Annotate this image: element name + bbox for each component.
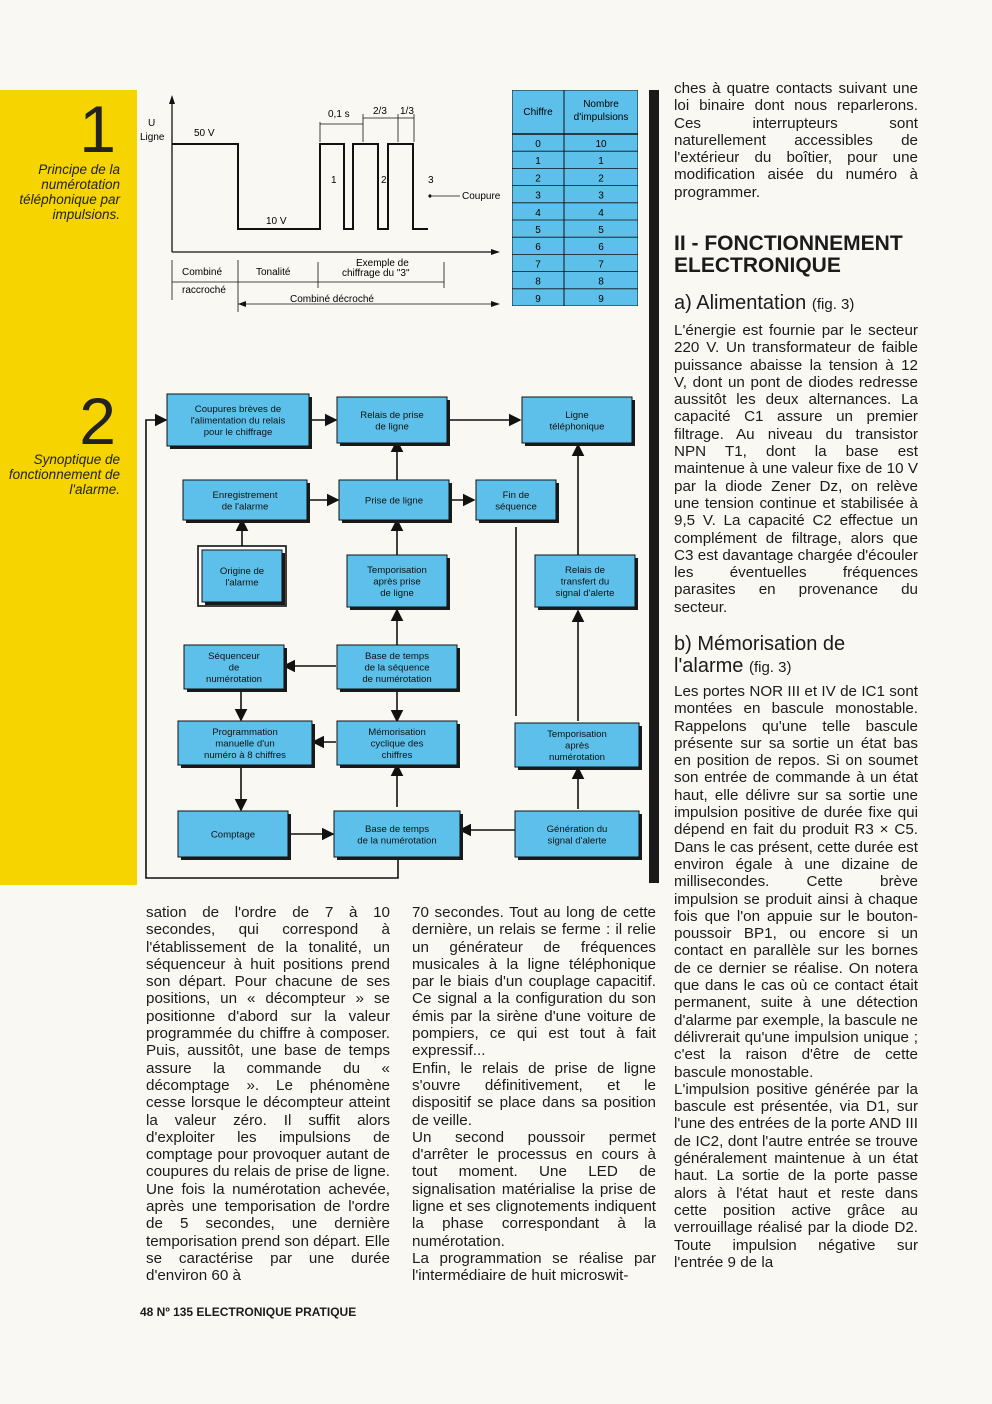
block-label: après prise xyxy=(373,576,421,588)
table-cell-pulses: 10 xyxy=(595,139,607,150)
block-label: de l'alarme xyxy=(221,501,269,513)
table-cell-digit: 6 xyxy=(535,242,541,254)
block-label: Base de temps xyxy=(365,823,429,835)
block-label: Fin de xyxy=(502,489,530,501)
block-label: de xyxy=(228,662,240,674)
column-divider-bar xyxy=(649,90,659,883)
block-label: numéro à 8 chiffres xyxy=(204,750,286,761)
table-cell-digit: 5 xyxy=(535,225,541,236)
block-label: Relais de prise xyxy=(360,409,424,421)
tonalite-label: Tonalité xyxy=(256,267,291,278)
block-tempo-num xyxy=(515,723,642,770)
table-cell-digit: 7 xyxy=(535,259,541,271)
paragraph-programmation: La programmation se réalise par l'intermédiaire de huit microswit- xyxy=(412,1249,656,1285)
block-label: numérotation xyxy=(206,674,262,685)
right-column-intro xyxy=(674,80,918,201)
block-sequenceur xyxy=(184,645,287,692)
block-label: Relais de xyxy=(565,565,605,576)
table-cell-digit: 2 xyxy=(535,173,541,185)
subsection-memorisation xyxy=(674,633,918,679)
table-cell-pulses: 5 xyxy=(598,225,604,236)
subsection-a-figref: (fig. 3) xyxy=(811,296,855,313)
table-cell-digit: 1 xyxy=(535,156,541,168)
subsection-b-figref: (fig. 3) xyxy=(748,659,792,676)
table-header-nombre: Nombre xyxy=(583,99,619,110)
block-prise-ligne xyxy=(339,480,452,523)
block-label: Enregistrement xyxy=(212,489,278,501)
block-fin-sequence xyxy=(476,480,559,523)
block-label: de la numérotation xyxy=(357,835,437,847)
paragraph-microswitches: ches à quatre contacts suivant une loi binaire dont nous reparlerons. Ces interrupteurs sont naturellement accessibles de l'extérieur du boîtier, pour une modification aisée du numéro à programmer. xyxy=(674,80,918,201)
table-cell-pulses: 7 xyxy=(598,259,604,271)
pulse-1-label: 1 xyxy=(331,175,337,186)
block-label: Mémorisation xyxy=(368,727,426,738)
pulse-3-label: 3 xyxy=(428,175,434,186)
paragraph-sequenceur: sation de l'ordre de 7 à 10 secondes, qui correspond à l'établissement de la tonalité, un séquenceur à huit positions prend son départ. Pour chacune de ses positions, un « décompteur » se positionne d'abord sur la valeur programmée du chiffre à composer. Puis, aussitôt, une base de temps assure la commande du « décomptage ». Le phénomène cesse lorsque le décompteur atteint la valeur zéro. Il suffit alors d'exploiter les impulsions de comptage pour provoquer autant de coupures du relais de prise de ligne. Une fois la numérotation achevée, après une temporisation de l'ordre de 5 secondes, une dernière temporisation prend son départ. Elle se caractérise par une durée d'environ 60 à xyxy=(146,904,390,1285)
axis-ligne-label: Ligne xyxy=(140,132,165,143)
block-label: Comptage xyxy=(210,829,256,841)
block-programmation xyxy=(178,721,315,768)
table-header-chiffre: Chiffre xyxy=(523,107,553,118)
bottom-left-column xyxy=(146,904,390,1285)
block-label: l'alimentation du relais xyxy=(190,415,286,427)
block-label: numérotation xyxy=(549,752,605,763)
block-label: Prise de ligne xyxy=(364,495,424,507)
block-base-numerotation xyxy=(334,811,463,860)
two-thirds-label: 2/3 xyxy=(373,106,387,117)
exemple-label: Exemple de xyxy=(356,258,409,269)
block-generation xyxy=(515,811,642,860)
coupure-label: Coupure xyxy=(462,191,501,202)
block-base-sequence xyxy=(337,645,460,692)
block-label: Temporisation xyxy=(367,565,427,576)
bottom-middle-column xyxy=(412,904,656,1285)
figure-1-caption: Principe de la numérotation téléphonique par impulsions. xyxy=(19,162,120,222)
pulse-2-label: 2 xyxy=(381,175,387,186)
decroche-label: Combiné décroché xyxy=(290,294,374,305)
table-cell-pulses: 1 xyxy=(598,156,604,168)
table-cell-pulses: 3 xyxy=(598,190,604,202)
block-label: l'alarme xyxy=(225,577,259,589)
axis-u-label: U xyxy=(148,118,156,129)
block-label: Temporisation xyxy=(547,729,607,740)
block-label: Séquenceur xyxy=(208,651,260,662)
table-cell-digit: 8 xyxy=(535,276,541,288)
figure-2-caption: Synoptique de fonctionnement de l'alarme. xyxy=(8,452,120,497)
section-title: II - FONCTIONNEMENT ELECTRONIQUE xyxy=(674,232,903,277)
paragraph-monostable: Les portes NOR III et IV de IC1 sont montées en bascule monostable. Rappelons qu'une telle bascule présente sur sa sortie un état bas en position de repos. Si on soumet son entrée de commande à un état haut, elle délivre sur sa sortie une impulsion positive de durée fixe qui dépend en fait du produit R3 × C5. Dans le cas présent, cette durée est environ égale à une dizaine de millisecondes. Cette brève impulsion se produit ainsi à chaque fois que l'on appuie sur le bouton-poussoir BP1, ou encore si un contact en parallèle sur les bornes de ce dernier se réalise. On notera que dans le cas où ce contact était permanent, suite à une détection d'alarme par exemple, la bascule ne délivrerait qu'une impulsion unique ; c'est la raison d'être de cette bascule monostable. xyxy=(674,683,918,1081)
paragraph-alimentation: L'énergie est fournie par le secteur 220 V. Un transformateur de faible puissance abaisse la tension à 12 V, dont un pont de diodes redresse aussitôt les deux alternances. La capacité C1 assure un premier filtrage. Au niveau du transistor NPN T1, dont la base est maintenue à une valeur fixe de 10 V par la diode Zener Dz, on relève une tension continue et stabilisée à 9,5 V. La capacité C2 effectue un complément de filtrage, alors que C3 est davantage chargée d'écouler les éventuelles fréquences parasites en provenance du secteur. xyxy=(674,322,918,616)
block-label: signal d'alerte xyxy=(555,588,615,599)
block-label: Base de temps xyxy=(365,651,429,662)
block-tempo-prise xyxy=(347,555,450,610)
block-label: de numérotation xyxy=(362,674,432,685)
pulse-count-table xyxy=(512,90,638,306)
block-label: Ligne xyxy=(565,409,589,421)
combine-label: Combiné xyxy=(182,267,223,278)
table-cell-pulses: 4 xyxy=(598,207,604,219)
subsection-alimentation xyxy=(674,292,918,316)
pulse-timing-diagram xyxy=(138,92,510,322)
block-label: Génération du xyxy=(546,823,608,835)
block-relais-transfert xyxy=(535,555,638,610)
memorisation-text xyxy=(674,683,918,1271)
paragraph-veille: Enfin, le relais de prise de ligne s'ouvre définitivement, et le dispositif se place dans sa position de veille. xyxy=(412,1059,656,1129)
block-comptage xyxy=(178,811,291,860)
block-ligne-tel xyxy=(522,397,635,446)
block-label: téléphonique xyxy=(549,421,605,433)
table-cell-pulses: 9 xyxy=(598,293,604,305)
table-cell-digit: 4 xyxy=(535,207,541,219)
block-origine xyxy=(198,546,286,606)
block-label: après xyxy=(565,740,589,752)
block-coupures xyxy=(167,394,312,449)
figure-2-number: 2 xyxy=(79,384,116,458)
block-label: Programmation xyxy=(212,727,278,738)
table-header-impulsions: d'impulsions xyxy=(573,112,629,123)
block-label: de ligne xyxy=(375,421,409,433)
block-label: Origine de xyxy=(219,565,265,577)
alarm-block-diagram xyxy=(138,385,648,885)
block-label: pour le chiffrage xyxy=(203,427,273,438)
one-third-label: 1/3 xyxy=(400,106,414,117)
block-relais-prise xyxy=(337,397,450,446)
raccroche-label: raccroché xyxy=(182,285,226,296)
table-cell-digit: 3 xyxy=(535,190,541,202)
paragraph-impulsion: L'impulsion positive générée par la bascule est présentée, via D1, sur l'une des entrées de la porte AND III de IC2, dont l'autre entrée se trouve généralement maintenue à un état haut. La sortie de la porte passe alors à l'état haut et reste dans cette position active grâce au verrouillage réalisé par la diode D2. Toute impulsion négative sur l'entrée 9 de la xyxy=(674,1080,918,1271)
figure-1-number: 1 xyxy=(79,92,116,166)
table-cell-pulses: 6 xyxy=(598,242,604,254)
block-label: manuelle d'un xyxy=(215,738,275,750)
block-label: signal d'alerte xyxy=(547,835,607,847)
block-memorisation xyxy=(337,721,460,768)
period-label: 0,1 s xyxy=(328,109,350,120)
page-footer: 48 Nº 135 ELECTRONIQUE PRATIQUE xyxy=(140,1305,357,1319)
subsection-a-title: a) Alimentation xyxy=(674,292,807,314)
alimentation-text xyxy=(674,322,918,616)
chiffrage-label: chiffrage du "3" xyxy=(342,268,410,279)
paragraph-poussoir: Un second poussoir permet d'arrêter le processus en cours à tout moment. Une LED de signalisation matérialise la prise de ligne et ses clignotements indiquent la phase correspondant à la numérotation. xyxy=(412,1128,656,1250)
block-label: cyclique des xyxy=(370,738,424,750)
voltage-50v-label: 50 V xyxy=(194,128,215,139)
table-cell-digit: 9 xyxy=(535,293,541,305)
subsection-b-title: b) Mémorisation de l'alarme xyxy=(674,633,846,677)
block-label: de la séquence xyxy=(364,662,430,674)
block-label: séquence xyxy=(495,501,537,513)
block-label: de ligne xyxy=(380,588,414,599)
voltage-10v-label: 10 V xyxy=(266,216,287,227)
block-label: chiffres xyxy=(381,750,413,761)
block-label: Coupures brèves de xyxy=(194,404,282,415)
table-cell-pulses: 8 xyxy=(598,276,604,288)
table-cell-digit: 0 xyxy=(535,139,541,150)
table-cell-pulses: 2 xyxy=(598,173,604,185)
block-label: transfert du xyxy=(560,576,610,588)
paragraph-sirene: 70 secondes. Tout au long de cette dernière, un relais se ferme : il relie un générateur de fréquences musicales à la ligne téléphonique par le biais d'un couplage capacitif. Ce signal a la configuration du son émis par la sirène d'une voiture de pompiers, ce qui est tout à fait expressif... xyxy=(412,904,656,1060)
block-enregistrement xyxy=(183,480,310,523)
